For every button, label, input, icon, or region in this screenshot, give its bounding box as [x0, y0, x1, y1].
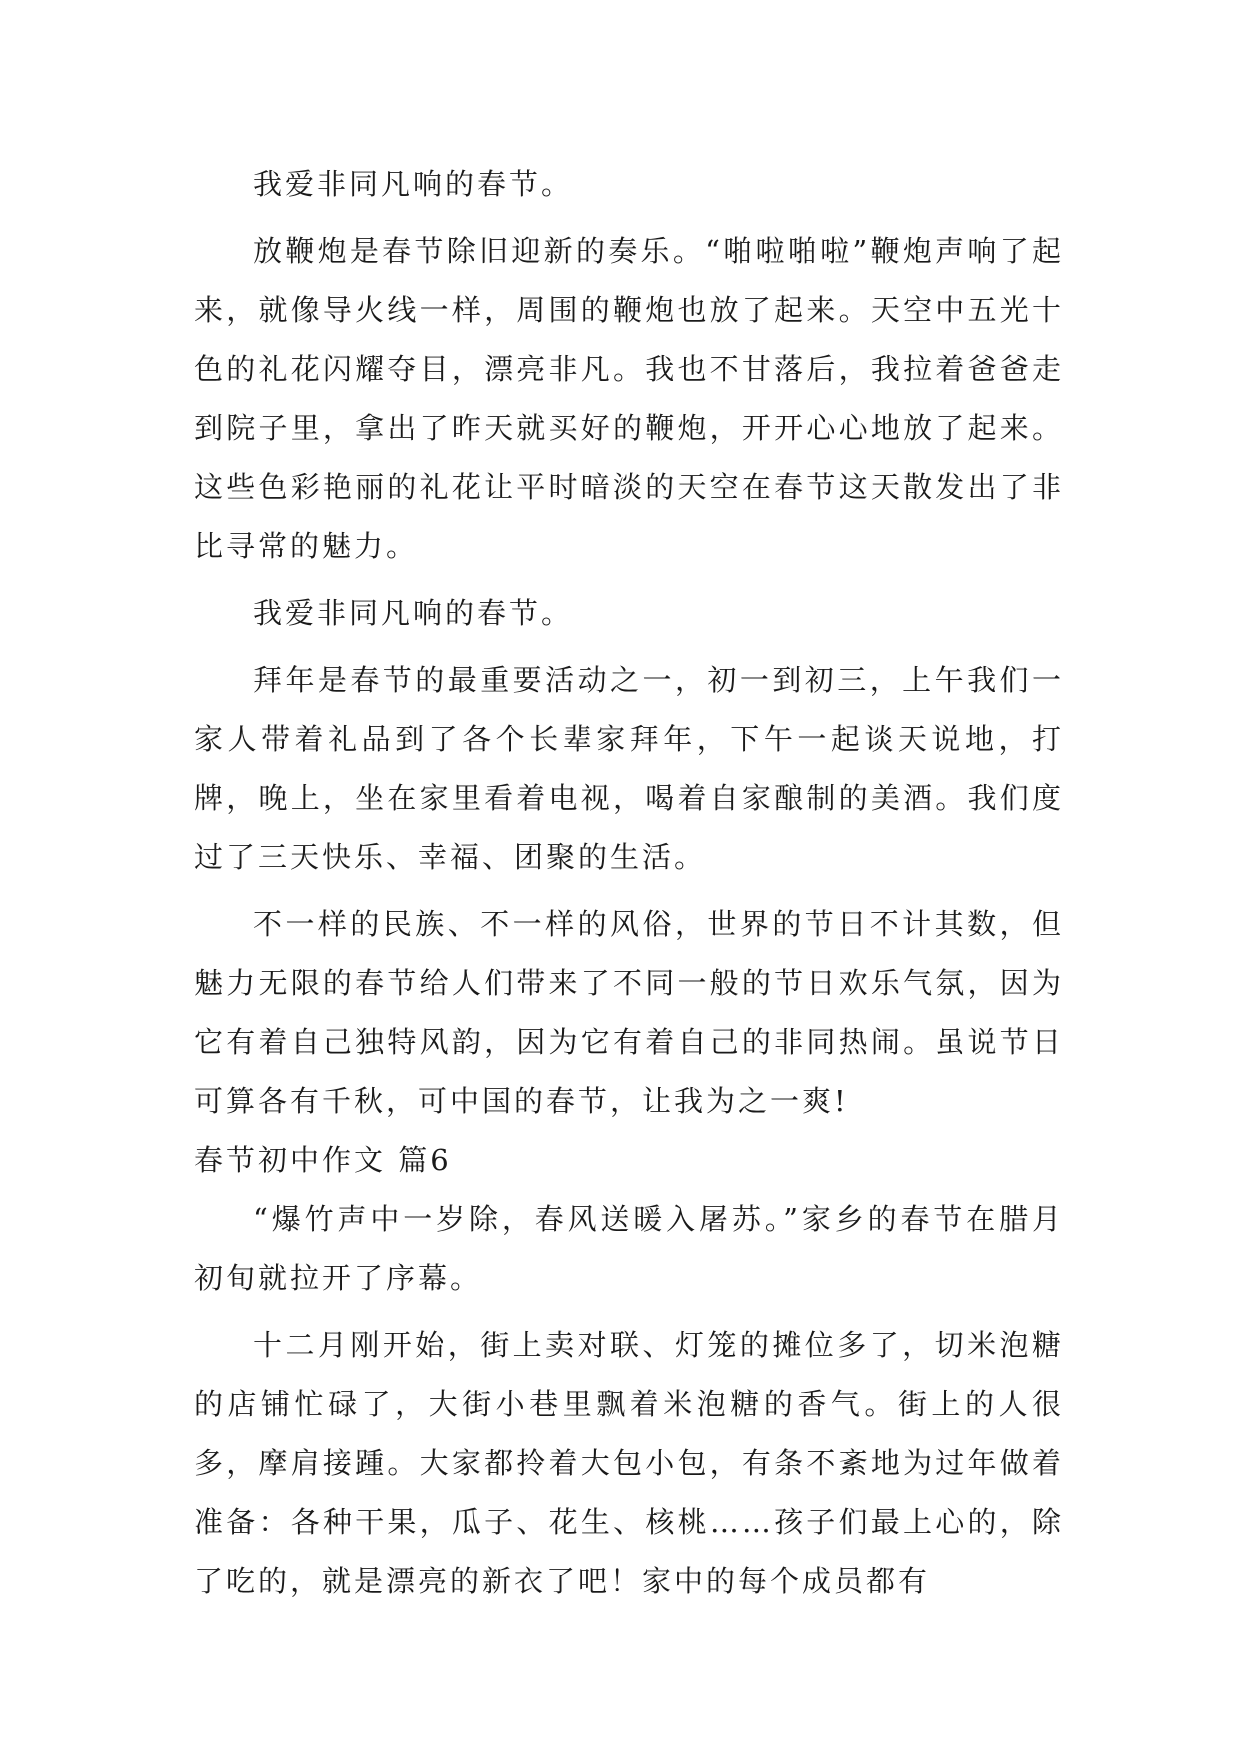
- paragraph: 我爱非同凡响的春节。: [253, 167, 574, 201]
- paragraph: 十二月刚开始，街上卖对联、灯笼的摊位多了，切米泡糖的店铺忙碌了，大街小巷里飘着米泡糖的香气。街上的人很多，摩肩接踵。大家都拎着大包小包，有条不紊地为过年做着准备：各种干果，瓜子、花生、核桃……孩子们最上心的，除了吃的，就是漂亮的新衣了吧！家中的每个成员都有: [194, 1328, 1064, 1598]
- paragraph: “爆竹声中一岁除，春风送暖入屠苏。”家乡的春节在腊月初旬就拉开了序幕。: [194, 1202, 1064, 1295]
- paragraph: 我爱非同凡响的春节。: [253, 596, 574, 630]
- paragraph: 不一样的民族、不一样的风俗，世界的节日不计其数，但魅力无限的春节给人们带来了不同一般的节日欢乐气氛，因为它有着自己独特风韵，因为它有着自己的非同热闹。虽说节日可算各有千秋，可中国的春节，让我为之一爽!: [194, 907, 1064, 1118]
- paragraph: 拜年是春节的最重要活动之一，初一到初三，上午我们一家人带着礼品到了各个长辈家拜年，下午一起谈天说地，打牌，晚上，坐在家里看着电视，喝着自家酿制的美酒。我们度过了三天快乐、幸福、团聚的生活。: [194, 663, 1064, 874]
- document-page: [194, 155, 1064, 1611]
- paragraph: 放鞭炮是春节除旧迎新的奏乐。“啪啦啪啦”鞭炮声响了起来，就像导火线一样，周围的鞭炮也放了起来。天空中五光十色的礼花闪耀夺目，漂亮非凡。我也不甘落后，我拉着爸爸走到院子里，拿出了昨天就买好的鞭炮，开开心心地放了起来。这些色彩艳丽的礼花让平时暗淡的天空在春节这天散发出了非比寻常的魅力。: [194, 234, 1064, 563]
- section-heading: 春节初中作文 篇6: [194, 1143, 452, 1177]
